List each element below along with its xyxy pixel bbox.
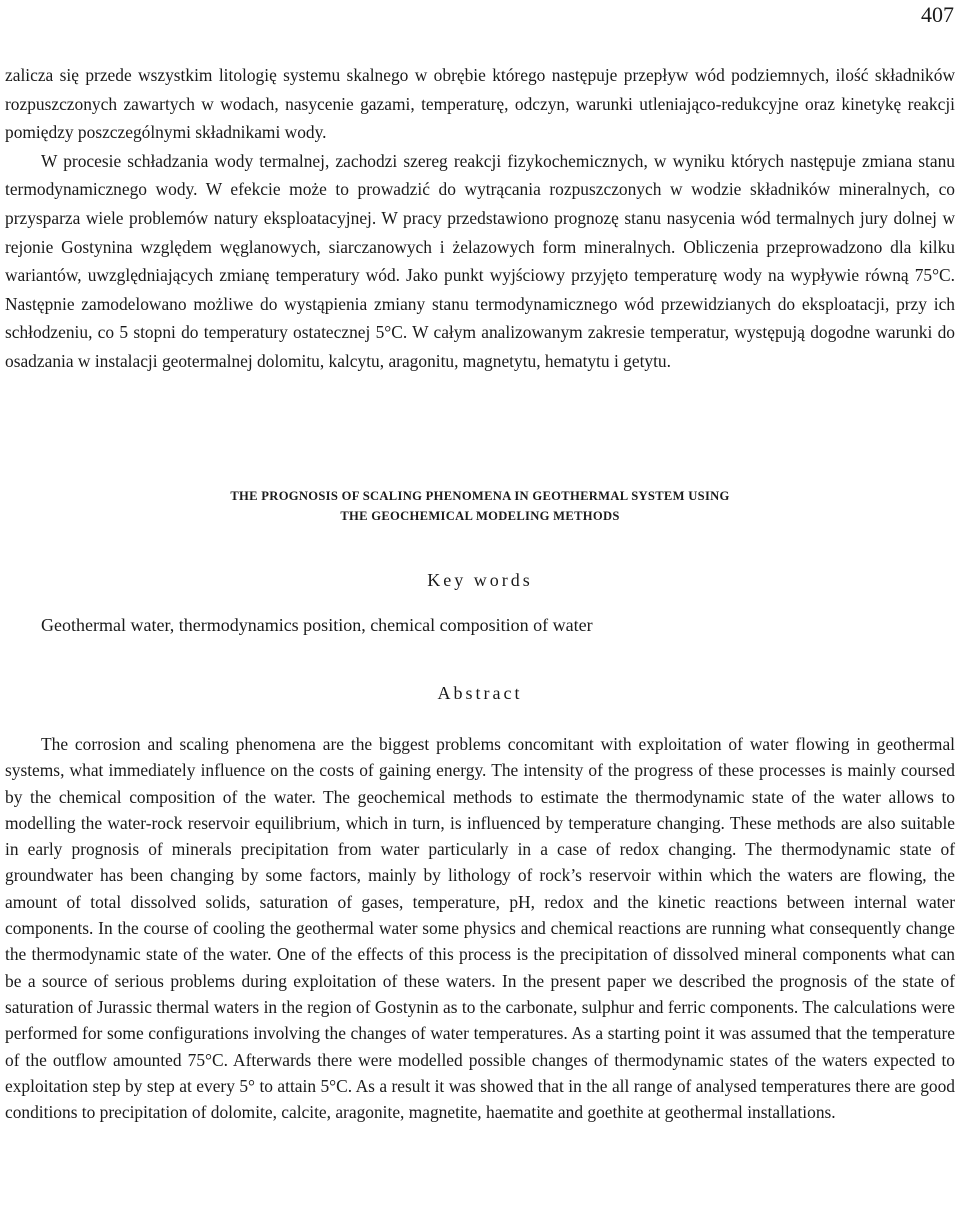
abstract-heading: Abstract (437, 683, 523, 703)
keywords-heading: Key words (427, 570, 533, 590)
paper-title-line-1: THE PROGNOSIS OF SCALING PHENOMENA IN GEOTHERMAL SYSTEM USING (230, 489, 730, 503)
keywords-text: Geothermal water, thermodynamics position, chemical composition of water (41, 615, 593, 635)
abstract-text: The corrosion and scaling phenomena are the biggest problems concomitant with exploitation of water flowing in geothermal systems, what immediately influence on the costs of gaining energy. The intensity of the progress of these processes is mainly coursed by the chemical composition of the water. The geochemical methods to estimate the thermodynamic state of the water allows to modelling the water-rock reservoir equilibrium, which in turn, is influenced by temperature changing. These methods are also suitable in early prognosis of minerals precipitation from water particularly in a case of redox changing. The thermodynamic state of groundwater has been changing by some factors, mainly by lithology of rock’s reservoir within which the waters are flowing, the amount of total dissolved solids, saturation of gases, temperature, pH, redox and the kinetic reactions between internal water components. In the course of cooling the geothermal water some physics and chemical reactions are running what consequently change the thermodynamic state of the water. One of the effects of this process is the precipitation of dissolved mineral components what can be a source of serious problems during exploitation of these waters. In the present paper we described the prognosis of the state of saturation of Jurassic thermal waters in the region of Gostynin as to the carbonate, sulphur and ferric components. The calculations were performed for some configurations involving the changes of water temperatures. As a starting point it was assumed that the temperature of the outflow amounted 75°C. Afterwards there were modelled possible changes of thermodynamic states of the waters expected to exploitation step by step at every 5° to attain 5°C. As a result it was showed that in the all range of analysed temperatures there are good conditions to precipitation of dolomite, calcite, aragonite, magnetite, haematite and goethite at geothermal installations. (5, 734, 955, 1123)
paper-title (0, 486, 960, 526)
polish-paragraph-1: zalicza się przede wszystkim litologię systemu skalnego w obrębie którego następuje przepływ wód podziemnych, ilość składników rozpuszczonych zawartych w wodach, nasycenie gazami, temperaturę, odczyn, warunki utleniająco-redukcyjne oraz kinetykę reakcji pomiędzy poszczególnymi składnikami wody. (5, 65, 955, 143)
polish-paragraph-2: W procesie schładzania wody termalnej, zachodzi szereg reakcji fizykochemicznych, w wyniku których następuje zmiana stanu termodynamicznego wody. W efekcie może to prowadzić do wytrącania rozpuszczonych w wodzie składników mineralnych, co przysparza wiele problemów natury eksploatacyjnej. W pracy przedstawiono prognozę stanu nasycenia wód termalnych jury dolnej w rejonie Gostynina względem węglanowych, siarczanowych i żelazowych form mineralnych. Obliczenia przeprowadzono dla kilku wariantów, uwzględniających zmianę temperatury wód. Jako punkt wyjściowy przyjęto temperaturę wody na wypływie równą 75°C. Następnie zamodelowano możliwe do wystąpienia zmiany stanu termodynamicznego wód przewidzianych do eksploatacji, przy ich schłodzeniu, co 5 stopni do temperatury ostatecznej 5°C. W całym analizowanym zakresie temperatur, występują dogodne warunki do osadzania w instalacji geotermalnej dolomitu, kalcytu, aragonitu, magnetytu, hematytu i getytu. (5, 150, 955, 371)
polish-body-text (5, 61, 955, 376)
page-number: 407 (921, 2, 954, 27)
paper-title-line-2: THE GEOCHEMICAL MODELING METHODS (340, 509, 620, 523)
